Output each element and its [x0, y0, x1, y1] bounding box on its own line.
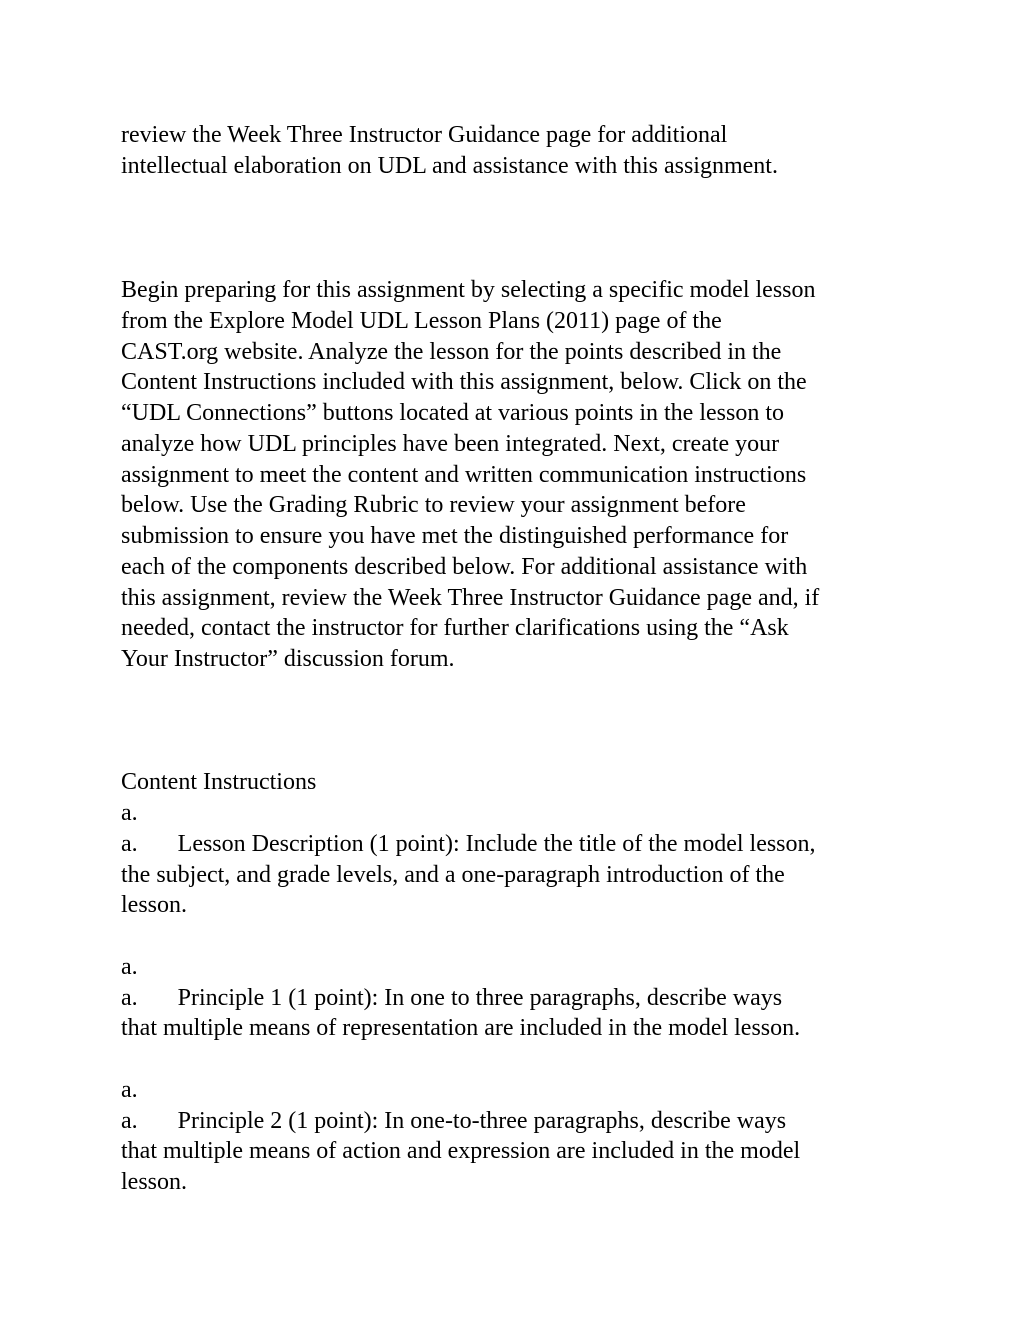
preparation-line: “UDL Connections” buttons located at various points in the lesson to	[121, 400, 784, 426]
list-item-first-line	[121, 829, 816, 860]
content-instructions-heading: Content Instructions	[121, 769, 317, 795]
list-item-first-line	[121, 983, 782, 1014]
list-outer-marker: a.	[121, 954, 138, 980]
list-item-line: lesson.	[121, 892, 187, 918]
intro-line: intellectual elaboration on UDL and assistance with this assignment.	[121, 153, 778, 179]
preparation-line: submission to ensure you have met the distinguished performance for	[121, 523, 789, 549]
intro-line: review the Week Three Instructor Guidance page for additional	[121, 122, 728, 148]
preparation-line: below. Use the Grading Rubric to review your assignment before	[121, 492, 746, 518]
list-item-text: Principle 2 (1 point): In one-to-three paragraphs, describe ways	[177, 1108, 787, 1134]
list-item-text: Lesson Description (1 point): Include the title of the model lesson,	[177, 831, 816, 857]
list-outer-marker: a.	[121, 1077, 138, 1103]
list-inner-marker: a.	[121, 985, 138, 1011]
preparation-line: each of the components described below. For additional assistance with	[121, 554, 808, 580]
list-item-line: that multiple means of representation are included in the model lesson.	[121, 1015, 801, 1041]
preparation-line: Your Instructor” discussion forum.	[121, 646, 455, 672]
preparation-line: from the Explore Model UDL Lesson Plans (2011) page of the	[121, 308, 722, 334]
preparation-line: Content Instructions included with this assignment, below. Click on the	[121, 369, 807, 395]
preparation-line: CAST.org website. Analyze the lesson for the points described in the	[121, 339, 782, 365]
preparation-line: this assignment, review the Week Three Instructor Guidance page and, if	[121, 585, 820, 611]
preparation-line: analyze how UDL principles have been integrated. Next, create your	[121, 431, 780, 457]
list-inner-marker: a.	[121, 1108, 138, 1134]
preparation-line: assignment to meet the content and written communication instructions	[121, 462, 807, 488]
list-inner-marker: a.	[121, 831, 138, 857]
list-item-line: the subject, and grade levels, and a one-paragraph introduction of the	[121, 862, 785, 888]
list-item-line: lesson.	[121, 1169, 187, 1195]
list-item-first-line	[121, 1106, 786, 1137]
list-item-line: that multiple means of action and expression are included in the model	[121, 1138, 801, 1164]
list-item-text: Principle 1 (1 point): In one to three paragraphs, describe ways	[177, 985, 783, 1011]
preparation-line: needed, contact the instructor for further clarifications using the “Ask	[121, 615, 789, 641]
list-outer-marker: a.	[121, 800, 138, 826]
preparation-line: Begin preparing for this assignment by selecting a specific model lesson	[121, 277, 816, 303]
